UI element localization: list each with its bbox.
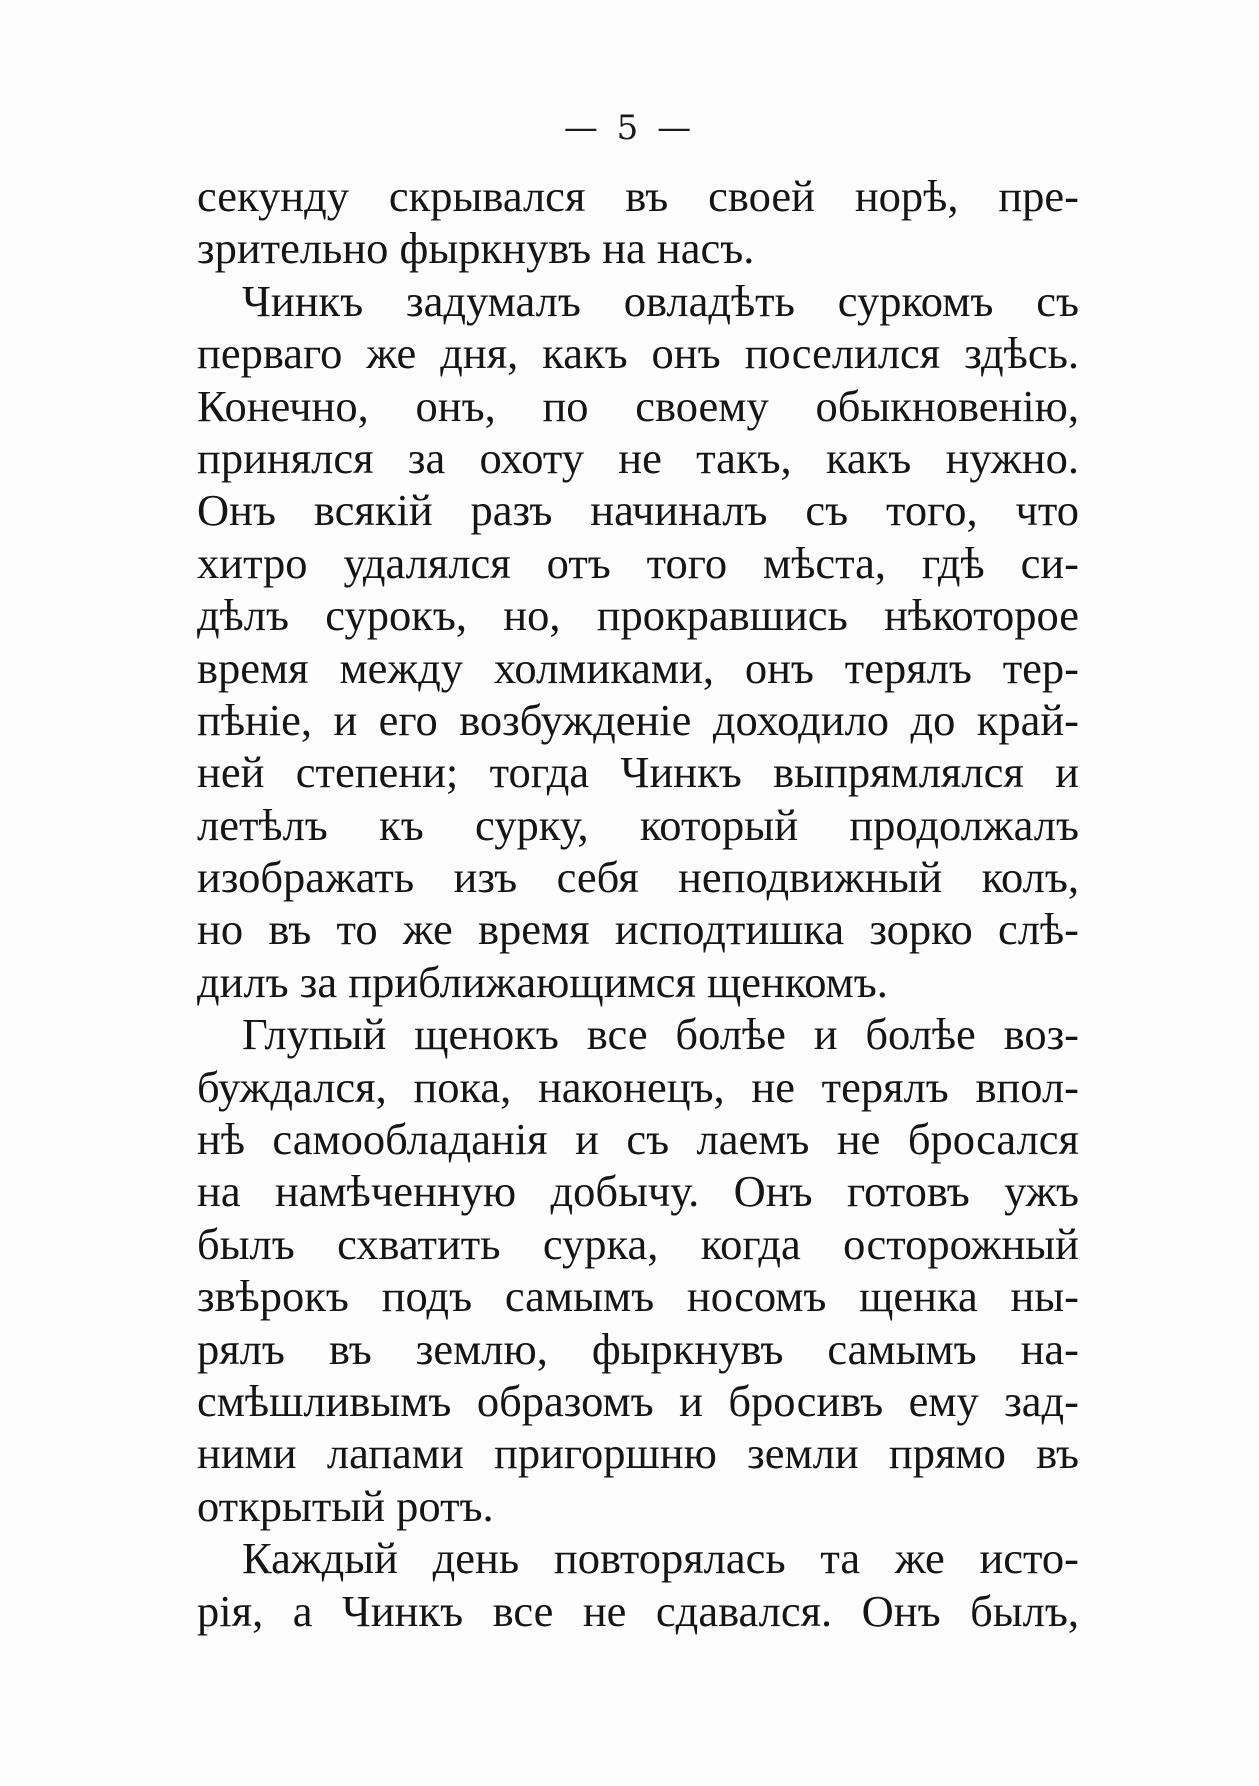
text-line: зрительно фыркнувъ на насъ. (197, 223, 755, 274)
text-line: принялся за охоту не такъ, какъ нужно. (197, 432, 1079, 483)
text-line: рялъ въ землю, фыркнувъ самымъ на- (197, 1323, 1079, 1374)
text-line: перваго же дня, какъ онъ поселился здѣсь. (197, 328, 1079, 379)
text-line: время между холмиками, онъ терялъ тер- (197, 642, 1079, 693)
text-line: летѣлъ къ сурку, который продолжалъ (197, 799, 1079, 850)
text-line: открытый ротъ. (197, 1480, 494, 1531)
page-number: — 5 — (563, 108, 696, 148)
text-line: секунду скрывался въ своей норѣ, пре- (197, 171, 1079, 221)
text-line: ними лапами пригоршню земли прямо въ (197, 1428, 1079, 1479)
text-line: на намѣченную добычу. Онъ готовъ ужъ (197, 1166, 1079, 1217)
text-line: буждался, пока, наконецъ, не терялъ впол- (197, 1061, 1079, 1112)
text-line: пѣніе, и его возбужденіе доходило до край- (197, 694, 1079, 745)
text-line: но въ то же время исподтишка зорко слѣ- (197, 904, 1079, 955)
text-line: изображать изъ себя неподвижный колъ, (197, 852, 1079, 903)
text-line: нѣ самообладанія и съ лаемъ не бросался (197, 1114, 1079, 1165)
text-line: дѣлъ сурокъ, но, прокравшись нѣкоторое (197, 590, 1079, 641)
text-line: рія, а Чинкъ все не сдавался. Онъ былъ, (197, 1585, 1079, 1636)
paragraph-first-line: Каждый день повторялась та же исто- (242, 1533, 1079, 1584)
text-line: смѣшливымъ образомъ и бросивъ ему зад- (197, 1375, 1079, 1426)
text-line: ней степени; тогда Чинкъ выпрямлялся и (197, 747, 1079, 798)
paragraph-first-line: Чинкъ задумалъ овладѣть суркомъ съ (242, 275, 1079, 326)
text-line: Онъ всякій разъ начиналъ съ того, что (197, 485, 1079, 536)
text-line: хитро удалялся отъ того мѣста, гдѣ си- (197, 537, 1079, 588)
paragraph-first-line: Глупый щенокъ все болѣе и болѣе воз- (242, 1009, 1079, 1060)
text-line: Конечно, онъ, по своему обыкновенію, (197, 380, 1079, 431)
text-line: дилъ за приближающимся щенкомъ. (197, 956, 888, 1007)
body-text (197, 170, 1079, 1637)
text-line: былъ схватить сурка, когда осторожный (197, 1218, 1079, 1269)
text-line: звѣрокъ подъ самымъ носомъ щенка ны- (197, 1271, 1079, 1322)
